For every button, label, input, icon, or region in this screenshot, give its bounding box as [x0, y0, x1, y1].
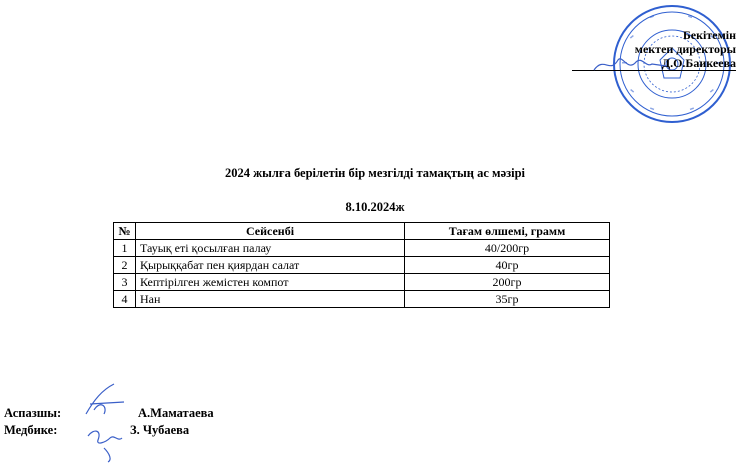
table-row	[114, 274, 610, 291]
director-name: Д.О.Баикеева	[572, 56, 736, 71]
menu-title: 2024 жылға берілетін бір мезгілді тамақтың ас мәзірі	[224, 166, 526, 180]
approval-word: Бекітемін	[682, 28, 736, 42]
row-dish: Қырыққабат пен қиярдан салат	[136, 257, 405, 274]
row-dish: Нан	[136, 291, 405, 308]
header-day: Сейсенбі	[136, 223, 405, 240]
row-weight: 40гр	[405, 257, 610, 274]
header-number: №	[114, 223, 136, 240]
table-header-row	[114, 223, 610, 240]
row-number: 4	[114, 291, 136, 308]
table-row	[114, 257, 610, 274]
row-weight: 200гр	[405, 274, 610, 291]
row-dish: Кептірілген жемістен компот	[136, 274, 405, 291]
menu-date: 8.10.2024ж	[345, 200, 405, 214]
row-number: 3	[114, 274, 136, 291]
approval-position: мектеп директоры	[634, 42, 736, 56]
signer-role-cook: Аспазшы:	[4, 406, 62, 420]
row-number: 2	[114, 257, 136, 274]
header-portion-size: Тағам өлшемі, грамм	[405, 223, 610, 240]
table-row	[114, 240, 610, 257]
menu-table	[113, 222, 610, 308]
nurse-signature	[82, 420, 137, 464]
signer-name-cook: А.Маматаева	[138, 406, 214, 420]
signer-name-nurse: З. Чубаева	[130, 423, 190, 437]
row-number: 1	[114, 240, 136, 257]
row-weight: 35гр	[405, 291, 610, 308]
director-signature	[590, 52, 670, 76]
row-weight: 40/200гр	[405, 240, 610, 257]
row-dish: Тауық еті қосылған палау	[136, 240, 405, 257]
cook-signature	[80, 380, 130, 420]
table-row	[114, 291, 610, 308]
signer-role-nurse: Медбике:	[4, 423, 58, 437]
